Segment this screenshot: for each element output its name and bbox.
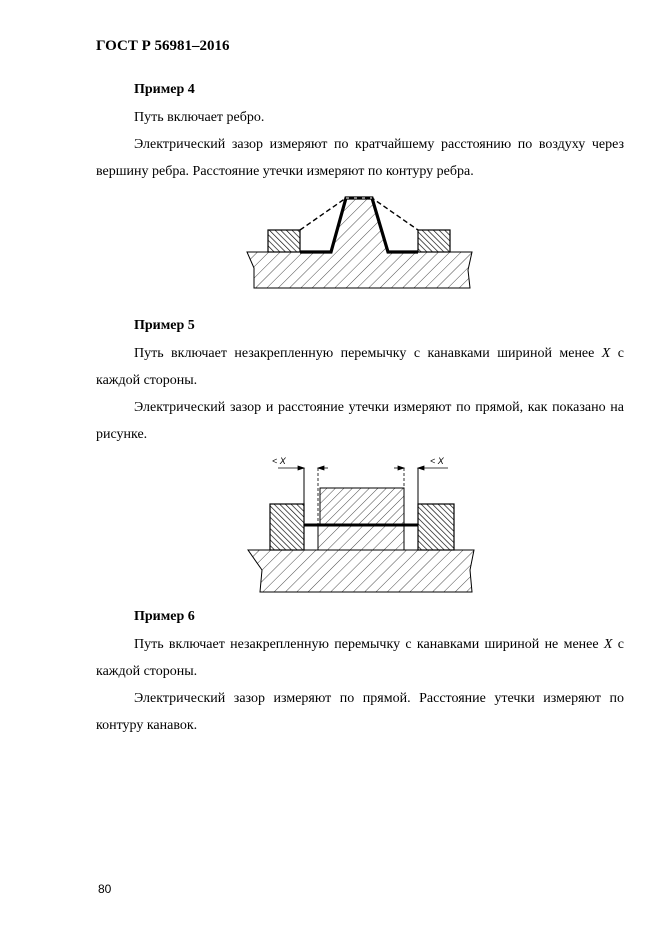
rib-figure	[240, 190, 480, 298]
right-groove	[404, 526, 418, 550]
free-link-narrow-grooves-figure	[244, 452, 480, 596]
page-number: 80	[98, 882, 112, 896]
document-header: ГОСТ Р 56981–2016	[96, 38, 230, 54]
example-5-heading: Пример 5	[134, 318, 195, 333]
example-4-para-1: Путь включает ребро.	[134, 110, 265, 125]
right-dimension	[394, 466, 448, 470]
left-groove	[304, 526, 318, 550]
example-6-heading: Пример 6	[134, 609, 195, 624]
example-4-heading: Пример 4	[134, 82, 195, 97]
right-conductor	[418, 504, 454, 550]
free-link-bridge	[320, 488, 404, 526]
example-6-para-2: Электрический зазор измеряют по прямой. Расстояние утечки измеряют по контуру канавок.	[96, 691, 624, 733]
example-5-para-1: Путь включает незакрепленную перемычку с канавками шириной менее X с каждой стороны.	[96, 346, 625, 388]
left-dimension	[278, 466, 328, 470]
right-dimension-label: < X	[430, 456, 444, 466]
substrate	[248, 550, 474, 592]
right-conductor	[418, 230, 450, 252]
center-block	[318, 526, 404, 550]
example-5-para-2: Электрический зазор и расстояние утечки измеряют по прямой, как показано на рисунке.	[96, 400, 624, 442]
example-6-para-1: Путь включает незакрепленную перемычку с канавками шириной не менее X с каждой стороны.	[96, 637, 624, 679]
left-conductor	[270, 504, 304, 550]
example-4-para-2: Электрический зазор измеряют по кратчайшему расстоянию по воздуху через вершину ребра. Расстояние утечки измеряют по контуру ребра.	[96, 137, 624, 179]
left-conductor	[268, 230, 300, 252]
left-dimension-label: < X	[272, 456, 286, 466]
